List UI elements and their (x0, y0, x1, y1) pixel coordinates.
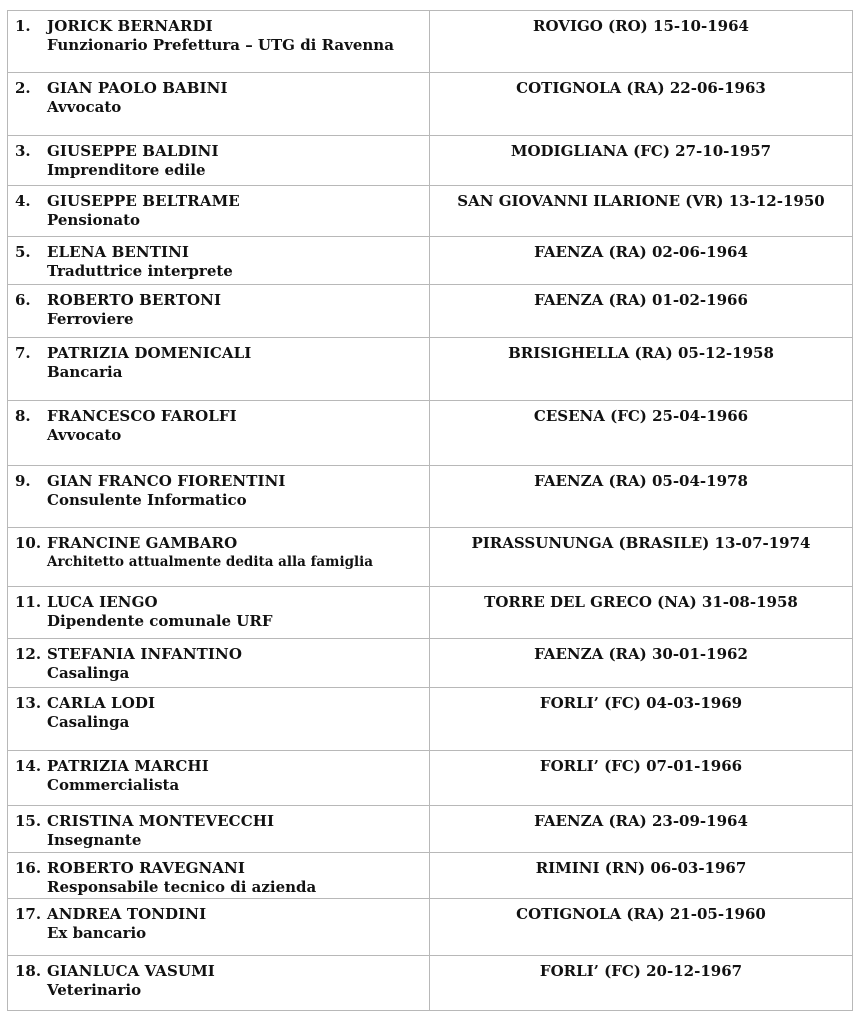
birth-place-date: MODIGLIANA (FC) 27-10-1957 (510, 142, 772, 160)
person-occupation: Ex bancario (47, 924, 147, 942)
row-number: 18. (15, 962, 42, 980)
birth-cell (430, 528, 853, 587)
person-cell (8, 688, 430, 751)
person-name: STEFANIA INFANTINO (47, 645, 243, 663)
person-cell (8, 528, 430, 587)
person-name: GIAN FRANCO FIORENTINI (47, 472, 286, 490)
birth-cell (430, 186, 853, 237)
candidates-table (7, 10, 853, 1011)
person-occupation: Ferroviere (47, 310, 134, 328)
person-name: GIAN PAOLO BABINI (47, 79, 228, 97)
person-cell (8, 587, 430, 639)
person-name: GIUSEPPE BALDINI (47, 142, 219, 160)
person-name: CRISTINA MONTEVECCHI (47, 812, 275, 830)
birth-cell (430, 466, 853, 528)
birth-place-date: FAENZA (RA) 01-02-1966 (534, 291, 748, 309)
person-cell (8, 285, 430, 338)
table-row (8, 401, 853, 466)
person-cell (8, 338, 430, 401)
table-row (8, 285, 853, 338)
person-occupation: Traduttrice interprete (47, 262, 233, 280)
row-number: 9. (15, 472, 31, 490)
birth-place-date: CESENA (FC) 25-04-1966 (533, 407, 749, 425)
birth-place-date: PIRASSUNUNGA (BRASILE) 13-07-1974 (471, 534, 811, 552)
person-cell (8, 186, 430, 237)
person-cell (8, 853, 430, 899)
person-name: ROBERTO BERTONI (47, 291, 222, 309)
birth-cell (430, 688, 853, 751)
birth-cell (430, 73, 853, 136)
person-occupation: Veterinario (47, 981, 142, 999)
row-number: 15. (15, 812, 42, 830)
row-number: 17. (15, 905, 42, 923)
row-number: 3. (15, 142, 31, 160)
birth-cell (430, 751, 853, 806)
table-row (8, 466, 853, 528)
person-name: CARLA LODI (47, 694, 156, 712)
table-row (8, 853, 853, 899)
table-body (8, 11, 853, 1011)
person-occupation: Consulente Informatico (47, 491, 247, 509)
birth-cell (430, 956, 853, 1011)
person-occupation: Funzionario Prefettura – UTG di Ravenna (47, 36, 394, 54)
person-name: LUCA IENGO (47, 593, 158, 611)
person-cell (8, 751, 430, 806)
person-occupation: Imprenditore edile (47, 161, 206, 179)
birth-place-date: FAENZA (RA) 30-01-1962 (534, 645, 748, 663)
birth-cell (430, 806, 853, 853)
row-number: 13. (15, 694, 42, 712)
person-cell (8, 466, 430, 528)
person-occupation: Avvocato (47, 98, 122, 116)
person-cell (8, 73, 430, 136)
row-number: 7. (15, 344, 31, 362)
table-row (8, 899, 853, 956)
table-row (8, 751, 853, 806)
birth-place-date: FAENZA (RA) 05-04-1978 (534, 472, 748, 490)
birth-cell (430, 853, 853, 899)
row-number: 1. (15, 17, 31, 35)
person-occupation: Pensionato (47, 211, 141, 229)
person-name: ROBERTO RAVEGNANI (47, 859, 245, 877)
person-cell (8, 899, 430, 956)
table-row (8, 186, 853, 237)
table-row (8, 338, 853, 401)
birth-place-date: ROVIGO (RO) 15-10-1964 (533, 17, 749, 35)
person-cell (8, 11, 430, 73)
birth-place-date: BRISIGHELLA (RA) 05-12-1958 (508, 344, 774, 362)
birth-place-date: COTIGNOLA (RA) 22-06-1963 (516, 79, 766, 97)
birth-cell (430, 11, 853, 73)
row-number: 10. (15, 534, 42, 552)
row-number: 11. (15, 593, 42, 611)
birth-cell (430, 639, 853, 688)
row-number: 12. (15, 645, 42, 663)
row-number: 4. (15, 192, 31, 210)
person-cell (8, 956, 430, 1011)
person-name: FRANCINE GAMBARO (47, 534, 238, 552)
person-occupation: Avvocato (47, 426, 122, 444)
row-number: 16. (15, 859, 42, 877)
birth-place-date: FORLI’ (FC) 04-03-1969 (539, 694, 743, 712)
row-number: 6. (15, 291, 31, 309)
person-cell (8, 806, 430, 853)
table-row (8, 237, 853, 285)
person-occupation: Bancaria (47, 363, 123, 381)
table-row (8, 639, 853, 688)
birth-place-date: FORLI’ (FC) 07-01-1966 (539, 757, 743, 775)
person-occupation: Architetto attualmente dedita alla famiglia (47, 554, 374, 570)
birth-cell (430, 285, 853, 338)
table-row (8, 806, 853, 853)
table-row (8, 136, 853, 186)
person-name: GIANLUCA VASUMI (47, 962, 215, 980)
person-name: JORICK BERNARDI (47, 17, 213, 35)
person-occupation: Responsabile tecnico di azienda (47, 878, 317, 896)
birth-place-date: TORRE DEL GRECO (NA) 31-08-1958 (484, 593, 798, 611)
birth-place-date: FAENZA (RA) 23-09-1964 (534, 812, 748, 830)
row-number: 14. (15, 757, 42, 775)
person-cell (8, 639, 430, 688)
person-name: FRANCESCO FAROLFI (47, 407, 237, 425)
person-cell (8, 237, 430, 285)
person-name: PATRIZIA MARCHI (47, 757, 209, 775)
table-row (8, 688, 853, 751)
birth-cell (430, 899, 853, 956)
birth-cell (430, 587, 853, 639)
birth-cell (430, 338, 853, 401)
person-name: ANDREA TONDINI (47, 905, 207, 923)
table-row (8, 528, 853, 587)
row-number: 8. (15, 407, 31, 425)
row-number: 5. (15, 243, 31, 261)
person-name: PATRIZIA DOMENICALI (47, 344, 252, 362)
birth-place-date: FORLI’ (FC) 20-12-1967 (539, 962, 743, 980)
person-occupation: Casalinga (47, 664, 130, 682)
person-occupation: Dipendente comunale URF (47, 612, 273, 630)
table-row (8, 587, 853, 639)
birth-place-date: COTIGNOLA (RA) 21-05-1960 (516, 905, 766, 923)
person-occupation: Insegnante (47, 831, 142, 849)
person-name: GIUSEPPE BELTRAME (47, 192, 240, 210)
birth-place-date: SAN GIOVANNI ILARIONE (VR) 13-12-1950 (457, 192, 825, 210)
birth-cell (430, 136, 853, 186)
table-row (8, 956, 853, 1011)
person-occupation: Casalinga (47, 713, 130, 731)
row-number: 2. (15, 79, 31, 97)
birth-cell (430, 401, 853, 466)
birth-cell (430, 237, 853, 285)
birth-place-date: RIMINI (RN) 06-03-1967 (535, 859, 747, 877)
person-occupation: Commercialista (47, 776, 180, 794)
person-cell (8, 136, 430, 186)
table-row (8, 11, 853, 73)
person-cell (8, 401, 430, 466)
birth-place-date: FAENZA (RA) 02-06-1964 (534, 243, 748, 261)
table-row (8, 73, 853, 136)
person-name: ELENA BENTINI (47, 243, 190, 261)
